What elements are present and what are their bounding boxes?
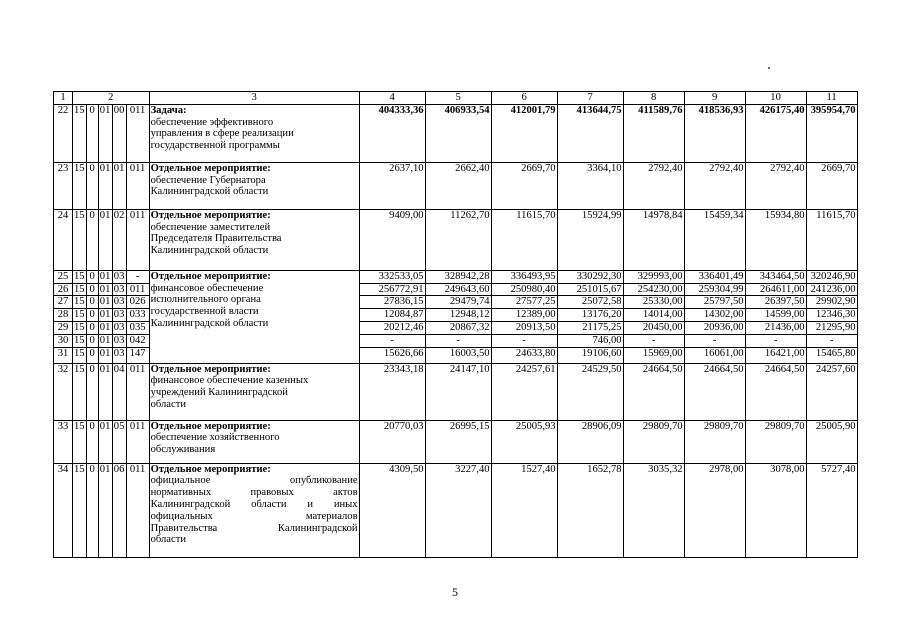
amount-cell: 395954,70 [806, 104, 857, 162]
code-grbs: 026 [126, 296, 149, 309]
code-pp: 0 [86, 283, 98, 296]
activity-description [149, 420, 359, 463]
amount-cell: 20867,32 [425, 321, 491, 334]
code-om: 01 [99, 283, 111, 295]
amount-cell: 329993,00 [623, 270, 684, 283]
amount-cell: 25072,58 [557, 296, 623, 309]
code-pp: 0 [86, 270, 98, 283]
amount-cell: 20936,00 [684, 321, 745, 334]
code-om: 01 [98, 347, 112, 363]
code-om: 01 [98, 420, 112, 463]
amount-cell: 411589,76 [623, 104, 684, 162]
code-pp: 0 [86, 334, 98, 347]
amount-cell: 259304,99 [684, 283, 745, 296]
col-header: 6 [491, 92, 557, 105]
code-gp: 15 [73, 347, 87, 363]
amount-cell: 1652,78 [557, 463, 623, 557]
amount-cell: 16061,00 [684, 347, 745, 363]
amount-cell: 11262,70 [425, 209, 491, 270]
code-grbs: 033 [126, 309, 149, 322]
code-pp: 0 [86, 347, 98, 363]
budget-table [53, 91, 858, 558]
code-grbs: 011 [126, 463, 149, 557]
activity-title: Отдельное мероприятие: [150, 270, 271, 282]
row-number: 31 [54, 347, 73, 363]
amount-cell: 26397,50 [745, 296, 806, 309]
code-pp: 0 [86, 309, 98, 322]
amount-cell: 14599,00 [745, 309, 806, 322]
row-number: 28 [54, 309, 73, 322]
amount-cell: 20450,00 [623, 321, 684, 334]
description-line: Калининградской области [150, 317, 269, 329]
col-header: 8 [623, 92, 684, 105]
amount-cell: 3364,10 [557, 162, 623, 209]
activity-title: Отдельное мероприятие: [150, 209, 271, 221]
amount-cell: 29902,90 [806, 296, 857, 309]
amount-cell: 2792,40 [745, 162, 806, 209]
amount-cell: 9409,00 [359, 209, 425, 270]
table-row [54, 363, 858, 420]
amount-cell: 29479,74 [425, 296, 491, 309]
amount-cell: 2792,40 [623, 162, 684, 209]
code-om: 01 [99, 321, 111, 333]
description-line: финансовое обеспечение [150, 282, 264, 294]
amount-cell: 24257,60 [806, 363, 857, 420]
code-grbs: 011 [126, 209, 149, 270]
amount-cell: 27836,15 [359, 296, 425, 309]
amount-cell: 2978,00 [684, 463, 745, 557]
amount-cell: 13176,20 [557, 309, 623, 322]
description-line: области [150, 398, 187, 410]
code-pp: 0 [86, 463, 98, 557]
code-gp: 15 [73, 209, 87, 270]
table-row [54, 420, 858, 463]
amount-cell: 2669,70 [806, 162, 857, 209]
amount-cell: 249643,60 [425, 283, 491, 296]
code-grbs: 011 [126, 363, 149, 420]
amount-cell: 5727,40 [806, 463, 857, 557]
amount-cell: 336401,49 [684, 270, 745, 283]
amount-cell: 26995,15 [425, 420, 491, 463]
amount-cell: 14978,84 [623, 209, 684, 270]
amount-cell: - [806, 334, 857, 347]
description-line: обслуживания [150, 444, 216, 456]
amount-cell: 20770,03 [359, 420, 425, 463]
amount-cell: 24664,50 [623, 363, 684, 420]
amount-cell: 332533,05 [359, 270, 425, 283]
amount-cell: 251015,67 [557, 283, 623, 296]
code-sub: 03 [113, 309, 125, 321]
row-number: 32 [54, 363, 73, 420]
code-pp: 0 [86, 104, 98, 162]
code-om: 01 [99, 296, 111, 308]
amount-cell: 28906,09 [557, 420, 623, 463]
col-header: 5 [425, 92, 491, 105]
code-gp: 15 [74, 309, 85, 321]
amount-cell: 15924,99 [557, 209, 623, 270]
description-line: нормативных правовых актов [150, 487, 358, 499]
code-gp: 15 [74, 321, 85, 333]
col-header: 4 [359, 92, 425, 105]
amount-cell: 11615,70 [491, 209, 557, 270]
code-om: 01 [99, 309, 111, 321]
code-gp: 15 [73, 420, 87, 463]
description-line: обеспечение эффективного [150, 116, 274, 128]
description-line: обеспечение хозяйственного [150, 432, 280, 444]
amount-cell: 12389,00 [491, 309, 557, 322]
amount-cell: 19106,60 [557, 347, 623, 363]
column-number-row [54, 92, 858, 105]
amount-cell: 24257,61 [491, 363, 557, 420]
amount-cell: 343464,50 [745, 270, 806, 283]
description-line: обеспечение заместителей [150, 221, 271, 233]
amount-cell: 15969,00 [623, 347, 684, 363]
col-header: 7 [557, 92, 623, 105]
col-header: 9 [684, 92, 745, 105]
amount-cell: 3227,40 [425, 463, 491, 557]
amount-cell: 2792,40 [684, 162, 745, 209]
col-header: 2 [73, 92, 150, 105]
code-om: 01 [98, 162, 112, 209]
col-header: 3 [149, 92, 359, 105]
code-sub: 03 [113, 296, 125, 308]
amount-cell: 14014,00 [623, 309, 684, 322]
description-line: области [150, 534, 187, 546]
amount-cell: 12948,12 [425, 309, 491, 322]
code-om: 01 [98, 363, 112, 420]
amount-cell: 15626,66 [359, 347, 425, 363]
amount-cell: 418536,93 [684, 104, 745, 162]
row-number: 26 [54, 283, 73, 296]
activity-description [149, 363, 359, 420]
code-pp: 0 [86, 209, 98, 270]
code-gp: 15 [74, 270, 85, 282]
col-header: 1 [54, 92, 73, 105]
amount-cell: 21436,00 [745, 321, 806, 334]
amount-cell: - [359, 334, 425, 347]
description-line: Председателя Правительства [150, 233, 282, 245]
amount-cell: 15459,34 [684, 209, 745, 270]
amount-cell: 413644,75 [557, 104, 623, 162]
code-sub: 03 [113, 270, 125, 282]
activity-title: Отдельное мероприятие: [150, 463, 271, 475]
code-sub: 03 [113, 321, 125, 333]
description-line: финансовое обеспечение казенных [150, 375, 309, 387]
code-sub: 04 [112, 363, 126, 420]
amount-cell: 21295,90 [806, 321, 857, 334]
amount-cell: 15465,80 [806, 347, 857, 363]
code-grbs: 011 [126, 420, 149, 463]
amount-cell: 4309,50 [359, 463, 425, 557]
amount-cell: 27577,25 [491, 296, 557, 309]
amount-cell: 404333,36 [359, 104, 425, 162]
amount-cell: 23343,18 [359, 363, 425, 420]
code-sub: 03 [112, 347, 126, 363]
row-number: 33 [54, 420, 73, 463]
code-gp: 15 [73, 104, 87, 162]
code-sub: 03 [113, 283, 125, 295]
amount-cell: 25005,93 [491, 420, 557, 463]
amount-cell: 336493,95 [491, 270, 557, 283]
code-grbs: 042 [126, 334, 149, 347]
row-number: 30 [54, 334, 73, 347]
amount-cell: 3035,32 [623, 463, 684, 557]
amount-cell: 29809,70 [623, 420, 684, 463]
amount-cell: 21175,25 [557, 321, 623, 334]
code-pp: 0 [86, 162, 98, 209]
amount-cell: 264611,00 [745, 283, 806, 296]
activity-title: Отдельное мероприятие: [150, 162, 271, 174]
table-row [54, 463, 858, 557]
description-line: Калининградской области [150, 245, 269, 257]
code-sub: 06 [112, 463, 126, 557]
code-grbs: 147 [126, 347, 149, 363]
code-sub: 01 [112, 162, 126, 209]
amount-cell: 12084,87 [359, 309, 425, 322]
amount-cell: 25797,50 [684, 296, 745, 309]
code-grbs: 011 [126, 283, 149, 296]
amount-cell: 330292,30 [557, 270, 623, 283]
code-gp: 15 [73, 463, 87, 557]
table-row [54, 162, 858, 209]
code-gp: 15 [73, 363, 87, 420]
amount-cell: 24664,50 [684, 363, 745, 420]
amount-cell: 1527,40 [491, 463, 557, 557]
amount-cell: 29809,70 [745, 420, 806, 463]
description-line: Калининградской области и иных [150, 498, 358, 510]
description-line: официальных материалов [150, 510, 358, 522]
amount-cell: - [491, 334, 557, 347]
amount-cell: 20913,50 [491, 321, 557, 334]
code-gp: 15 [73, 162, 87, 209]
activity-description [149, 104, 359, 162]
amount-cell: - [745, 334, 806, 347]
row-number: 24 [54, 209, 73, 270]
description-line: Правительства Калининградской [150, 522, 358, 534]
table-row [54, 270, 858, 283]
code-om: 01 [98, 463, 112, 557]
page-number: 5 [452, 585, 458, 599]
amount-cell: 426175,40 [745, 104, 806, 162]
description-line: исполнительного органа [150, 294, 261, 306]
amount-cell: 241236,00 [806, 283, 857, 296]
amount-cell: 250980,40 [491, 283, 557, 296]
amount-cell: 412001,79 [491, 104, 557, 162]
amount-cell: 256772,91 [359, 283, 425, 296]
code-gp: 15 [74, 283, 85, 295]
amount-cell: 24633,80 [491, 347, 557, 363]
row-number: 34 [54, 463, 73, 557]
description-line: управления в сфере реализации [150, 128, 294, 140]
code-pp: 0 [86, 321, 98, 334]
activity-title: Задача: [150, 104, 187, 116]
activity-description [149, 209, 359, 270]
activity-description [149, 162, 359, 209]
code-om: 01 [98, 104, 112, 162]
description-line: государственной власти [150, 306, 259, 318]
table-row [54, 209, 858, 270]
amount-cell: 16421,00 [745, 347, 806, 363]
activity-description [149, 270, 359, 363]
code-sub: 02 [112, 209, 126, 270]
row-number: 25 [54, 270, 73, 283]
description-line: Калининградской области [150, 186, 269, 198]
row-number: 27 [54, 296, 73, 309]
amount-cell: 3078,00 [745, 463, 806, 557]
description-line: учреждений Калининградской [150, 387, 288, 399]
amount-cell: - [623, 334, 684, 347]
amount-cell: 29809,70 [684, 420, 745, 463]
amount-cell: 11615,70 [806, 209, 857, 270]
amount-cell: 24147,10 [425, 363, 491, 420]
table-row [54, 104, 858, 162]
code-sub: 03 [113, 334, 125, 346]
amount-cell: 746,00 [557, 334, 623, 347]
code-pp: 0 [86, 420, 98, 463]
amount-cell: 15934,80 [745, 209, 806, 270]
col-header: 11 [806, 92, 857, 105]
row-number: 22 [54, 104, 73, 162]
amount-cell: 2669,70 [491, 162, 557, 209]
amount-cell: 2662,40 [425, 162, 491, 209]
amount-cell: 2637,10 [359, 162, 425, 209]
amount-cell: 14302,00 [684, 309, 745, 322]
code-pp: 0 [86, 363, 98, 420]
code-gp: 15 [74, 296, 85, 308]
amount-cell: 254230,00 [623, 283, 684, 296]
description-line: государственной программы [150, 140, 280, 152]
description-line: обеспечение Губернатора [150, 174, 266, 186]
amount-cell: 406933,54 [425, 104, 491, 162]
activity-description [149, 463, 359, 557]
amount-cell: 328942,28 [425, 270, 491, 283]
row-number: 23 [54, 162, 73, 209]
amount-cell: - [425, 334, 491, 347]
amount-cell: 320246,90 [806, 270, 857, 283]
code-grbs: 011 [126, 162, 149, 209]
code-gp: 15 [74, 334, 85, 346]
row-number: 29 [54, 321, 73, 334]
code-grbs: 035 [126, 321, 149, 334]
amount-cell: 24664,50 [745, 363, 806, 420]
activity-title: Отдельное мероприятие: [150, 363, 271, 375]
code-grbs: - [126, 270, 149, 283]
code-sub: 00 [112, 104, 126, 162]
col-header: 10 [745, 92, 806, 105]
amount-cell: 25330,00 [623, 296, 684, 309]
description-line: официальное опубликование [150, 475, 358, 487]
scan-speck [768, 67, 770, 69]
code-om: 01 [98, 209, 112, 270]
amount-cell: 25005,90 [806, 420, 857, 463]
code-sub: 05 [112, 420, 126, 463]
amount-cell: 16003,50 [425, 347, 491, 363]
activity-title: Отдельное мероприятие: [150, 420, 271, 432]
amount-cell: - [684, 334, 745, 347]
amount-cell: 12346,30 [806, 309, 857, 322]
code-pp: 0 [86, 296, 98, 309]
code-om: 01 [99, 334, 111, 346]
amount-cell: 24529,50 [557, 363, 623, 420]
amount-cell: 20212,46 [359, 321, 425, 334]
code-grbs: 011 [126, 104, 149, 162]
code-om: 01 [99, 270, 111, 282]
